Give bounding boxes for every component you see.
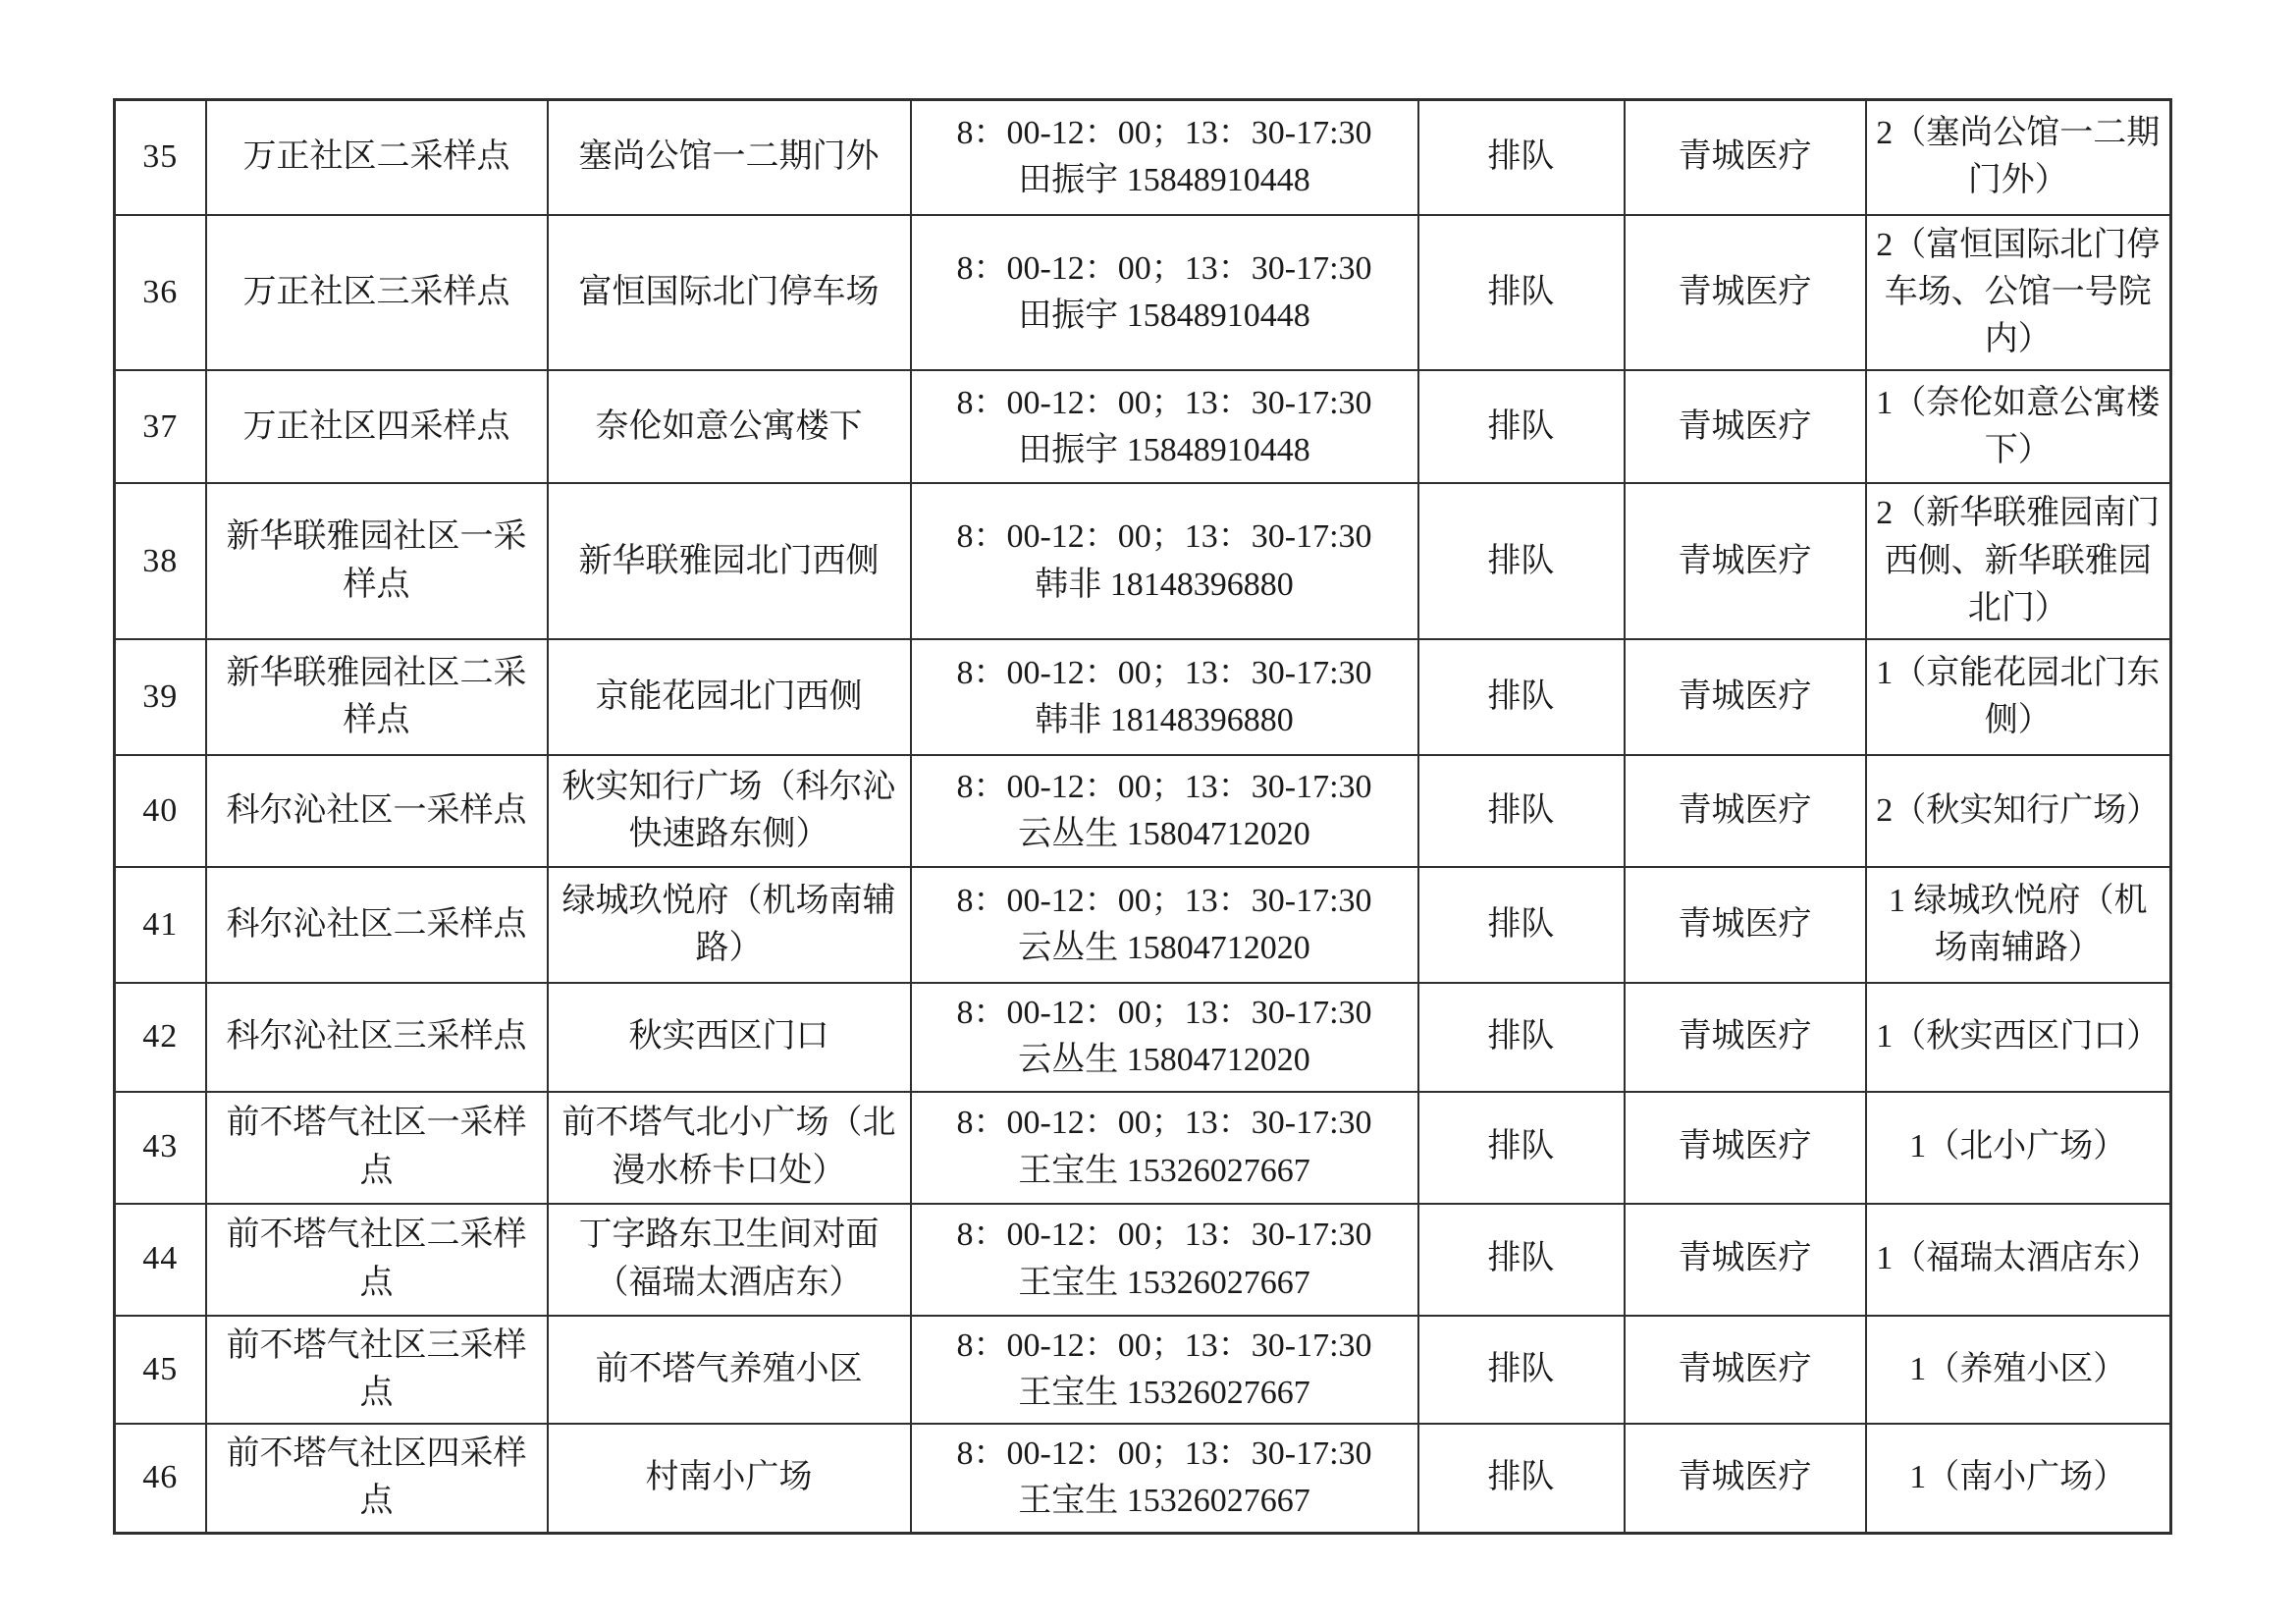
schedule-cell <box>911 1316 1418 1425</box>
site-name-cell: 新华联雅园社区一采样点 <box>206 483 548 639</box>
table-row <box>115 1092 2171 1204</box>
location-cell: 前不塔气养殖小区 <box>548 1316 911 1425</box>
note-cell: 1 绿城玖悦府（机场南辅路） <box>1866 867 2171 983</box>
table-row <box>115 867 2171 983</box>
method-cell: 排队 <box>1418 1204 1625 1316</box>
schedule-time: 8：00-12：00；13：30-17:30 <box>956 1326 1372 1364</box>
schedule-cell <box>911 639 1418 755</box>
site-name-cell: 前不塔气社区三采样点 <box>206 1316 548 1425</box>
schedule-time: 8：00-12：00；13：30-17:30 <box>956 995 1372 1032</box>
row-number-cell: 44 <box>115 1204 206 1316</box>
schedule-contact: 田振宇 15848910448 <box>1018 162 1310 199</box>
org-cell: 青城医疗 <box>1625 483 1866 639</box>
schedule-cell <box>911 215 1418 371</box>
org-cell: 青城医疗 <box>1625 215 1866 371</box>
row-number-cell: 42 <box>115 983 206 1092</box>
note-cell: 2（塞尚公馆一二期门外） <box>1866 100 2171 215</box>
table-row <box>115 215 2171 371</box>
schedule-contact: 韩非 18148396880 <box>1035 566 1294 603</box>
method-cell: 排队 <box>1418 100 1625 215</box>
row-number-cell: 39 <box>115 639 206 755</box>
schedule-cell <box>911 867 1418 983</box>
note-cell: 1（秋实西区门口） <box>1866 983 2171 1092</box>
site-name-cell: 万正社区三采样点 <box>206 215 548 371</box>
table-row <box>115 100 2171 215</box>
method-cell: 排队 <box>1418 1092 1625 1204</box>
method-cell: 排队 <box>1418 1424 1625 1533</box>
location-cell: 前不塔气北小广场（北漫水桥卡口处） <box>548 1092 911 1204</box>
org-cell: 青城医疗 <box>1625 1316 1866 1425</box>
table-row <box>115 639 2171 755</box>
location-cell: 塞尚公馆一二期门外 <box>548 100 911 215</box>
schedule-time: 8：00-12：00；13：30-17:30 <box>956 654 1372 691</box>
note-cell: 1（北小广场） <box>1866 1092 2171 1204</box>
site-name-cell: 科尔沁社区一采样点 <box>206 755 548 867</box>
method-cell: 排队 <box>1418 983 1625 1092</box>
schedule-time: 8：00-12：00；13：30-17:30 <box>956 1435 1372 1473</box>
schedule-contact: 云丛生 15804712020 <box>1018 816 1310 853</box>
location-cell: 新华联雅园北门西侧 <box>548 483 911 639</box>
method-cell: 排队 <box>1418 483 1625 639</box>
schedule-contact: 云丛生 15804712020 <box>1018 1042 1310 1079</box>
schedule-contact: 王宝生 15326027667 <box>1018 1152 1310 1189</box>
schedule-contact: 田振宇 15848910448 <box>1018 431 1310 468</box>
row-number-cell: 37 <box>115 370 206 483</box>
row-number-cell: 38 <box>115 483 206 639</box>
row-number-cell: 40 <box>115 755 206 867</box>
schedule-cell <box>911 983 1418 1092</box>
note-cell: 1（养殖小区） <box>1866 1316 2171 1425</box>
table-body <box>115 100 2171 1534</box>
table-row <box>115 755 2171 867</box>
location-cell: 村南小广场 <box>548 1424 911 1533</box>
note-cell: 1（南小广场） <box>1866 1424 2171 1533</box>
location-cell: 丁字路东卫生间对面（福瑞太酒店东） <box>548 1204 911 1316</box>
site-name-cell: 科尔沁社区二采样点 <box>206 867 548 983</box>
schedule-time: 8：00-12：00；13：30-17:30 <box>956 518 1372 556</box>
org-cell: 青城医疗 <box>1625 867 1866 983</box>
schedule-cell <box>911 1204 1418 1316</box>
schedule-contact: 王宝生 15326027667 <box>1018 1374 1310 1411</box>
schedule-contact: 云丛生 15804712020 <box>1018 930 1310 967</box>
note-cell: 2（富恒国际北门停车场、公馆一号院内） <box>1866 215 2171 371</box>
row-number-cell: 43 <box>115 1092 206 1204</box>
schedule-cell <box>911 1092 1418 1204</box>
table-row <box>115 1316 2171 1425</box>
sampling-points-table <box>113 98 2172 1535</box>
org-cell: 青城医疗 <box>1625 639 1866 755</box>
method-cell: 排队 <box>1418 215 1625 371</box>
site-name-cell: 前不塔气社区二采样点 <box>206 1204 548 1316</box>
schedule-cell <box>911 1424 1418 1533</box>
note-cell: 2（新华联雅园南门西侧、新华联雅园北门） <box>1866 483 2171 639</box>
site-name-cell: 前不塔气社区一采样点 <box>206 1092 548 1204</box>
row-number-cell: 35 <box>115 100 206 215</box>
org-cell: 青城医疗 <box>1625 983 1866 1092</box>
schedule-time: 8：00-12：00；13：30-17:30 <box>956 384 1372 421</box>
note-cell: 1（福瑞太酒店东） <box>1866 1204 2171 1316</box>
site-name-cell: 科尔沁社区三采样点 <box>206 983 548 1092</box>
org-cell: 青城医疗 <box>1625 755 1866 867</box>
row-number-cell: 41 <box>115 867 206 983</box>
schedule-time: 8：00-12：00；13：30-17:30 <box>956 1217 1372 1254</box>
table-row <box>115 1424 2171 1533</box>
schedule-cell <box>911 370 1418 483</box>
site-name-cell: 万正社区二采样点 <box>206 100 548 215</box>
site-name-cell: 万正社区四采样点 <box>206 370 548 483</box>
note-cell: 2（秋实知行广场） <box>1866 755 2171 867</box>
table-row <box>115 370 2171 483</box>
table-row <box>115 483 2171 639</box>
schedule-cell <box>911 755 1418 867</box>
schedule-time: 8：00-12：00；13：30-17:30 <box>956 249 1372 287</box>
note-cell: 1（京能花园北门东侧） <box>1866 639 2171 755</box>
row-number-cell: 36 <box>115 215 206 371</box>
location-cell: 京能花园北门西侧 <box>548 639 911 755</box>
location-cell: 富恒国际北门停车场 <box>548 215 911 371</box>
location-cell: 秋实西区门口 <box>548 983 911 1092</box>
schedule-contact: 王宝生 15326027667 <box>1018 1264 1310 1301</box>
site-name-cell: 前不塔气社区四采样点 <box>206 1424 548 1533</box>
row-number-cell: 46 <box>115 1424 206 1533</box>
method-cell: 排队 <box>1418 639 1625 755</box>
row-number-cell: 45 <box>115 1316 206 1425</box>
schedule-time: 8：00-12：00；13：30-17:30 <box>956 882 1372 919</box>
org-cell: 青城医疗 <box>1625 1092 1866 1204</box>
table-row <box>115 983 2171 1092</box>
location-cell: 秋实知行广场（科尔沁快速路东侧） <box>548 755 911 867</box>
org-cell: 青城医疗 <box>1625 1204 1866 1316</box>
org-cell: 青城医疗 <box>1625 100 1866 215</box>
method-cell: 排队 <box>1418 1316 1625 1425</box>
schedule-contact: 田振宇 15848910448 <box>1018 297 1310 334</box>
schedule-time: 8：00-12：00；13：30-17:30 <box>956 768 1372 805</box>
table-row <box>115 1204 2171 1316</box>
method-cell: 排队 <box>1418 867 1625 983</box>
schedule-contact: 王宝生 15326027667 <box>1018 1483 1310 1520</box>
schedule-cell <box>911 100 1418 215</box>
schedule-cell <box>911 483 1418 639</box>
note-cell: 1（奈伦如意公寓楼下） <box>1866 370 2171 483</box>
site-name-cell: 新华联雅园社区二采样点 <box>206 639 548 755</box>
location-cell: 绿城玖悦府（机场南辅路） <box>548 867 911 983</box>
org-cell: 青城医疗 <box>1625 1424 1866 1533</box>
method-cell: 排队 <box>1418 755 1625 867</box>
schedule-time: 8：00-12：00；13：30-17:30 <box>956 1105 1372 1142</box>
schedule-time: 8：00-12：00；13：30-17:30 <box>956 114 1372 151</box>
method-cell: 排队 <box>1418 370 1625 483</box>
org-cell: 青城医疗 <box>1625 370 1866 483</box>
schedule-contact: 韩非 18148396880 <box>1035 702 1294 739</box>
location-cell: 奈伦如意公寓楼下 <box>548 370 911 483</box>
